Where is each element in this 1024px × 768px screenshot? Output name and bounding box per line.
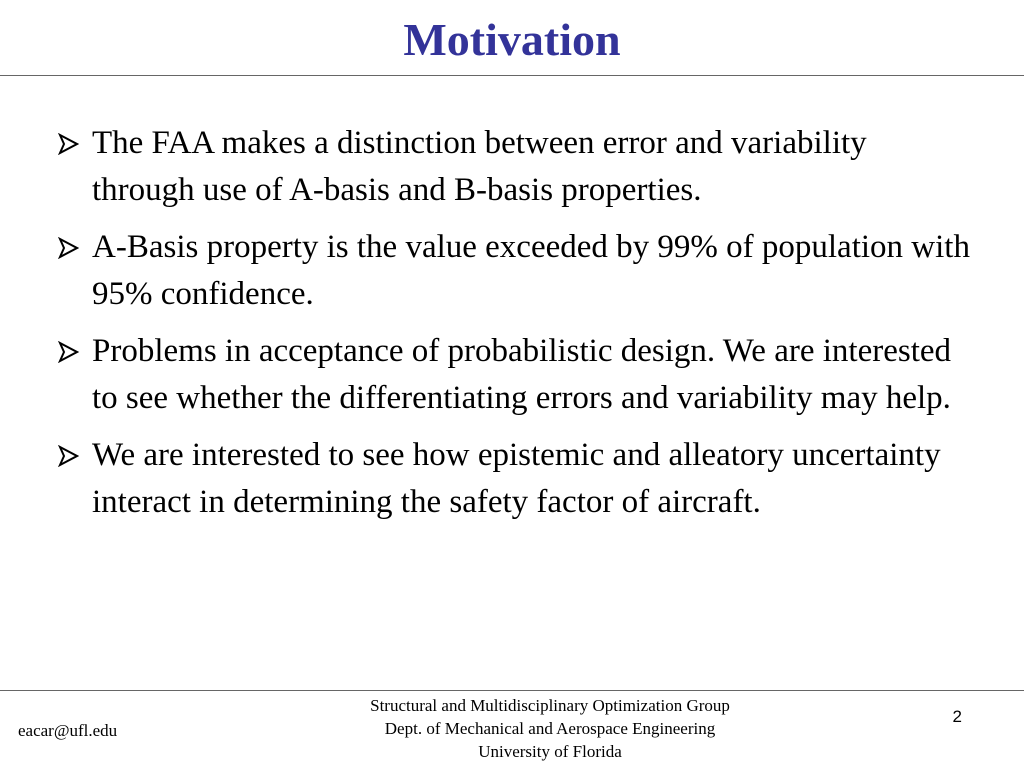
bullet-item xyxy=(55,120,970,214)
bullet-item xyxy=(55,432,970,526)
bullet-list xyxy=(55,120,970,536)
title-divider xyxy=(0,75,1024,76)
footer-org-line: Structural and Multidisciplinary Optimization Group xyxy=(370,696,730,715)
bullet-text: Problems in acceptance of probabilistic design. We are interested to see whether the differentiating errors and variability may help. xyxy=(92,333,952,416)
arrow-bullet-icon xyxy=(57,237,79,259)
slide-title: Motivation xyxy=(403,14,621,65)
footer-organization xyxy=(300,694,800,763)
arrow-bullet-icon xyxy=(57,133,79,155)
footer-university-line: University of Florida xyxy=(478,742,622,761)
bullet-text: The FAA makes a distinction between error and variability through use of A-basis and B-basis properties. xyxy=(92,125,867,208)
page-number: 2 xyxy=(952,707,962,726)
bullet-item xyxy=(55,224,970,318)
bullet-item xyxy=(55,328,970,422)
footer-divider xyxy=(0,690,1024,691)
footer-dept-line: Dept. of Mechanical and Aerospace Engineering xyxy=(384,719,716,738)
bullet-text: We are interested to see how epistemic and alleatory uncertainty interact in determining the safety factor of aircraft. xyxy=(92,437,941,520)
bullet-text: A-Basis property is the value exceeded by 99% of population with 95% confidence. xyxy=(92,229,970,312)
footer-email: eacar@ufl.edu xyxy=(18,721,118,740)
arrow-bullet-icon xyxy=(57,341,79,363)
arrow-bullet-icon xyxy=(57,445,79,467)
